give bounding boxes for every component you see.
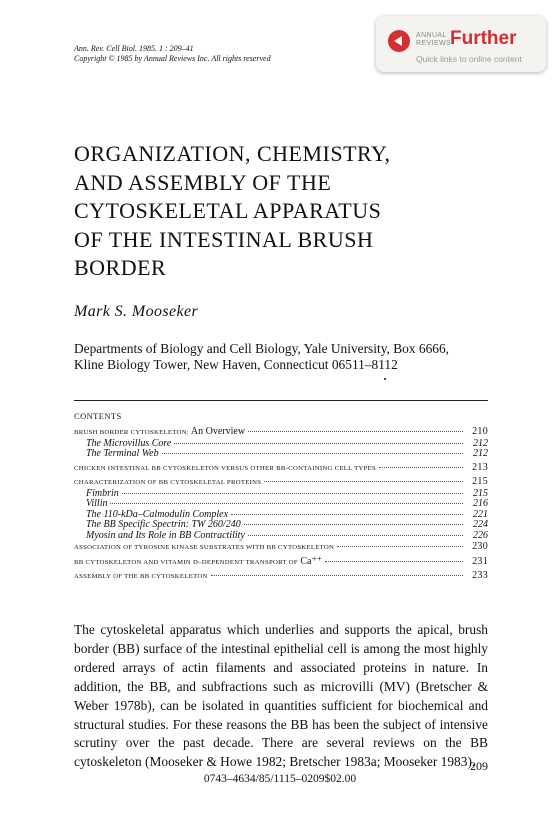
toc-label: Villin — [86, 498, 108, 509]
stray-dot — [384, 378, 386, 380]
toc-entry[interactable] — [74, 556, 488, 569]
dot-leader — [162, 453, 463, 454]
toc-page: 231 — [472, 555, 488, 567]
dot-leader — [244, 524, 463, 525]
affiliation-line: Kline Biology Tower, New Haven, Connecticut 06511–8112 — [74, 357, 398, 372]
dot-leader — [379, 467, 463, 468]
page-number: 209 — [470, 759, 488, 773]
body-paragraph: The cytoskeletal apparatus which underlies and supports the apical, brush border (BB) surface of the intestinal epithelial cell is among the most highly ordered arrays of actin filaments and associated proteins in nature. In addition, the BB, and subfractions such as microvilli (MV) (Bretscher & Weber 1978b), can be isolated in quantities sufficient for biochemical and structural studies. For these reasons the BB has been the subject of intensive scrutiny over the past decade. There are several reviews on the BB cytoskeleton (Mooseker & Howe 1982; Bretscher 1983a; Mooseker 1983), — [74, 622, 488, 770]
dot-leader — [325, 561, 463, 562]
toc-label: The 110-kDa–Calmodulin Complex — [86, 508, 229, 520]
dot-leader — [174, 443, 463, 444]
dot-leader — [264, 481, 463, 482]
toc-page: 233 — [472, 570, 488, 581]
toc-label: BB CYTOSKELETON AND VITAMIN D–DEPENDENT TRANSPORT OF — [74, 558, 298, 566]
dot-leader — [248, 431, 463, 432]
play-arrow-icon — [388, 30, 410, 52]
toc-entry[interactable] — [74, 520, 488, 531]
toc-page: 226 — [473, 529, 488, 541]
journal-line: Ann. Rev. Cell Biol. 1985. 1 : 209–41 — [74, 44, 194, 53]
toc-page: 212 — [473, 448, 488, 459]
toc-entry[interactable] — [74, 570, 488, 583]
toc-page: 212 — [473, 437, 488, 449]
further-badge[interactable] — [376, 16, 546, 72]
toc-page: 210 — [472, 426, 488, 437]
toc-label: CHICKEN INTESTINAL BB CYTOSKELETON VERSUS OTHER BB-CONTAINING CELL TYPES — [74, 464, 377, 472]
toc-entry[interactable] — [74, 541, 488, 554]
title-line: AND ASSEMBLY OF THE — [74, 169, 332, 195]
copyright-line: Copyright © 1985 by Annual Reviews Inc. All rights reserved — [74, 54, 271, 63]
toc-page: 213 — [472, 461, 488, 473]
affiliation-line: Departments of Biology and Cell Biology, Yale University, Box 6666, — [74, 341, 450, 356]
toc-label: BRUSH BORDER CYTOSKELETON: — [74, 429, 189, 436]
toc-label: Fimbrin — [86, 487, 119, 499]
title-line: BORDER — [74, 255, 167, 281]
title-line: OF THE INTESTINAL BRUSH — [74, 226, 374, 252]
journal-citation — [74, 44, 271, 64]
title-line: CYTOSKELETAL APPARATUS — [74, 198, 382, 224]
toc-entry[interactable] — [74, 489, 488, 500]
dot-leader — [337, 546, 463, 547]
toc-entry[interactable] — [74, 462, 488, 475]
toc-label: The Terminal Web — [86, 448, 159, 459]
toc-entry[interactable] — [74, 476, 488, 489]
dot-leader — [122, 493, 463, 494]
toc-label: ASSOCIATION OF TYROSINE KINASE SUBSTRATES WITH BB CYTOSKELETON — [74, 544, 335, 551]
toc-label: Myosin and Its Role in BB Contractility — [86, 529, 245, 541]
toc-page: 221 — [473, 508, 488, 520]
toc-label: The BB Specific Spectrin: TW 260/240 — [86, 519, 241, 530]
toc-label: The Microvillus Core — [86, 437, 172, 449]
quick-links-text: Quick links to online content — [416, 54, 522, 64]
toc-page: 215 — [473, 487, 488, 499]
toc-label: ASSEMBLY OF THE BB CYTOSKELETON — [74, 573, 208, 580]
affiliation — [74, 341, 488, 373]
toc-page: 230 — [472, 541, 488, 552]
article-title — [74, 140, 494, 283]
toc-label-tail: An Overview — [188, 426, 246, 437]
dot-leader — [211, 575, 463, 576]
further-label: Further — [450, 28, 517, 49]
toc-label-tail: Ca⁺⁺ — [297, 555, 323, 567]
price-code: 0743–4634/85/1115–0209$02.00 — [203, 773, 357, 785]
title-line: ORGANIZATION, CHEMISTRY, — [74, 141, 391, 166]
reviews-label: REVIEWS — [416, 40, 452, 47]
divider-rule — [74, 400, 488, 401]
toc-page: 216 — [473, 498, 488, 509]
toc-entry[interactable] — [74, 449, 488, 460]
annual-label: ANNUAL — [416, 32, 447, 39]
toc-label: CHARACTERIZATION OF BB CYTOSKELETAL PROTEINS — [74, 479, 262, 486]
annual-reviews-logo-text — [416, 32, 451, 48]
contents-heading: CONTENTS — [74, 411, 122, 421]
toc-entry[interactable] — [74, 426, 488, 439]
toc-entry[interactable] — [74, 531, 488, 542]
table-of-contents — [74, 426, 488, 583]
author-name: Mark S. Mooseker — [74, 303, 199, 320]
dot-leader — [231, 514, 463, 515]
toc-page: 224 — [473, 519, 488, 530]
toc-entry[interactable] — [74, 499, 488, 510]
dot-leader — [248, 535, 463, 536]
toc-page: 215 — [472, 476, 488, 487]
dot-leader — [110, 503, 463, 504]
